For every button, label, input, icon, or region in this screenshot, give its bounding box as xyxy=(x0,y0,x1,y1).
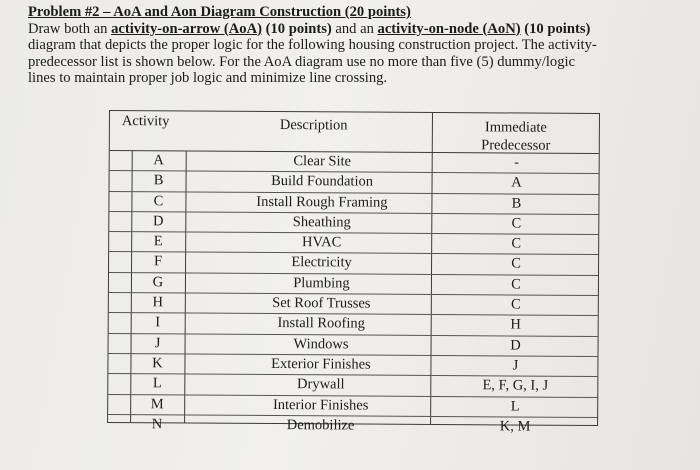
predecessor-cell: L xyxy=(510,398,520,415)
predecessor-cell: K, M xyxy=(499,418,531,435)
aon-term: activity-on-node (AoN) xyxy=(377,20,521,37)
activity-cell: J xyxy=(154,334,161,351)
description-cell: Install Roofing xyxy=(277,315,365,332)
header-activity: Activity xyxy=(121,113,170,130)
description-cell: Install Rough Framing xyxy=(256,193,388,211)
description-cell: Sheathing xyxy=(292,214,351,231)
activity-cell: E xyxy=(153,233,163,250)
text-fragment: and an xyxy=(331,20,378,37)
aoa-term: activity-on-arrow (AoA) xyxy=(111,20,262,37)
problem-title: Problem #2 – AoA and Aon Diagram Construction (20 points) xyxy=(28,4,411,20)
aoa-points: (10 points) xyxy=(262,20,332,37)
activity-cell: L xyxy=(152,375,162,392)
problem-line-2 xyxy=(28,21,688,38)
predecessor-cell: D xyxy=(510,337,521,354)
description-cell: Windows xyxy=(293,335,349,353)
activity-cell: B xyxy=(153,172,164,189)
predecessor-cell: B xyxy=(511,195,522,212)
description-cell: Plumbing xyxy=(293,274,350,292)
description-cell: Clear Site xyxy=(293,153,352,170)
activity-cell: K xyxy=(152,355,163,372)
table-row xyxy=(108,414,597,437)
description-cell: HVAC xyxy=(302,234,342,251)
activity-cell: H xyxy=(152,294,164,311)
predecessor-cell: C xyxy=(510,296,521,313)
activity-cell: D xyxy=(153,213,164,230)
problem-line-3: diagram that depicts the proper logic for the following housing construction project. The activity- xyxy=(28,37,597,54)
predecessor-cell: C xyxy=(511,215,522,232)
activity-cell: C xyxy=(153,192,164,209)
table-body xyxy=(108,151,599,435)
predecessor-cell: H xyxy=(510,316,521,333)
description-cell: Electricity xyxy=(291,254,352,271)
aon-points: (10 points) xyxy=(520,20,591,37)
predecessor-cell: E, F, G, I, J xyxy=(482,377,549,394)
problem-statement xyxy=(28,4,688,87)
description-cell: Drywall xyxy=(297,376,345,393)
description-cell: Interior Finishes xyxy=(272,396,369,414)
description-cell: Build Foundation xyxy=(271,173,374,190)
header-predecessor-line1: Immediate xyxy=(484,119,547,136)
activity-cell: M xyxy=(150,395,164,412)
problem-line-5: lines to maintain proper job logic and minimize line crossing. xyxy=(28,70,388,87)
problem-line-4: predecessor list is shown below. For the AoA diagram use no more than five (5) dummy/logic xyxy=(28,53,576,70)
description-cell: Set Roof Trusses xyxy=(272,295,371,312)
header-predecessor xyxy=(436,118,596,155)
predecessor-cell: - xyxy=(514,154,520,171)
predecessor-cell: A xyxy=(511,174,522,191)
activity-cell: F xyxy=(153,253,163,270)
activity-cell: N xyxy=(151,416,163,433)
predecessor-cell: C xyxy=(511,276,521,293)
header-predecessor-line2: Predecessor xyxy=(481,137,551,154)
header-description: Description xyxy=(279,117,348,134)
description-cell: Exterior Finishes xyxy=(271,355,371,373)
table-header xyxy=(110,111,599,154)
activity-cell: A xyxy=(153,152,164,169)
description-cell: Demobilize xyxy=(286,416,355,434)
predecessor-cell: C xyxy=(511,235,522,252)
predecessor-cell: C xyxy=(511,255,521,273)
activity-cell: G xyxy=(152,274,164,291)
activity-cell: I xyxy=(155,314,161,331)
text-fragment: Draw both an xyxy=(28,20,112,37)
predecessor-cell: J xyxy=(512,357,519,374)
activity-table xyxy=(107,110,600,435)
